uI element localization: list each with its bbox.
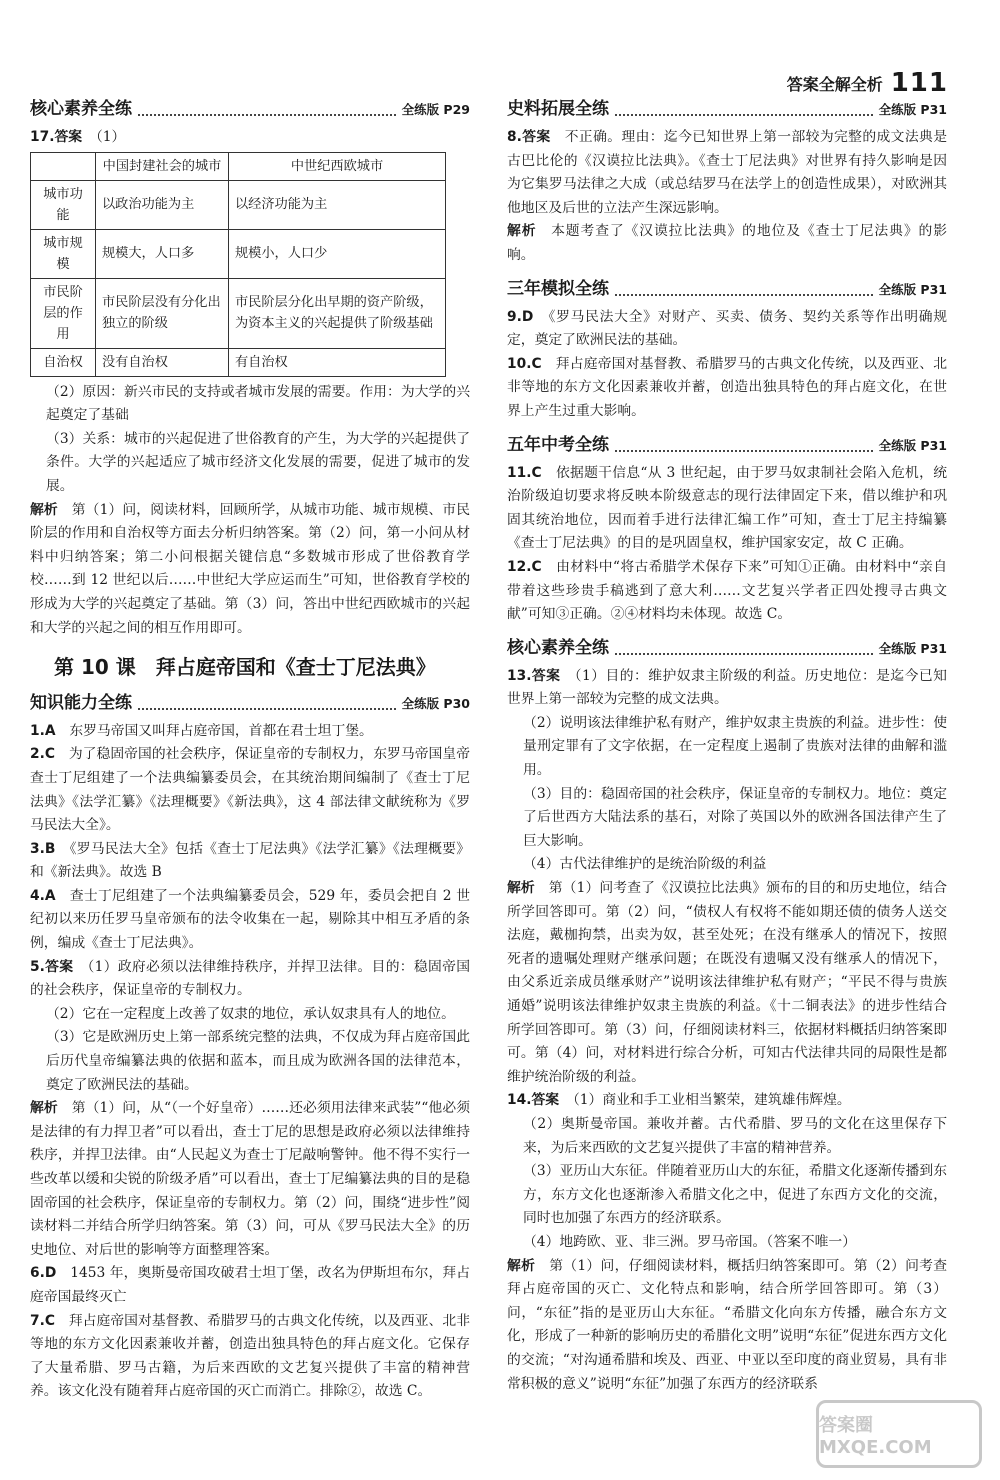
answer-item: 8.答案 不正确。理由：迄今已知世界上第一部较为完整的成文法典是古巴比伦的《汉谟拉比法典》。《查士丁尼法典》对世界有持久影响是因为它集罗马法律之大成（或总结罗马在法学上的创造性成果），对欧洲其他地区及后世的立法产生深远影响。 <box>507 129 947 216</box>
analysis: 解析 第（1）问，仔细阅读材料，概括归纳答案即可。第（2）问考查拜占庭帝国的灭亡、文化特点和影响，结合所学回答即可。第（3）问，“东征”指的是亚历山大东征。“希腊文化向东方传播，融合东方文化，形成了一种新的影响历史的希腊化文明”说明“东征”促进东西方文化的交流；“对沟通希腊和埃及、西亚、中亚以至印度的商业贸易，具有非常积极的意义”说明“东征”加强了东西方的经济联系 <box>507 1257 948 1392</box>
answer-item: 11.C 依据题干信息“从 3 世纪起，由于罗马奴隶制社会陷入危机，统治阶级迫切要求将反映本阶级意志的现行法律固定下来，借以维护和巩固其统治地位，因而着手进行法律汇编工作”可知，查士丁尼主持编纂《查士丁尼法典》的目的是巩固皇权，维护国家安定，故 C 正确。 <box>507 464 948 552</box>
answer-item: 5.答案 （1）政府必须以法律维持秩序，并捍卫法律。目的：稳固帝国的社会秩序，保证皇帝的专制权力。 <box>30 958 470 999</box>
section-header: 五年中考全练 全练版 P31 <box>507 434 947 455</box>
answer-text: （4）古代法律维护的是统治阶级的利益 <box>523 856 767 873</box>
watermark-logo: 答案圈 MXQE.COM <box>816 1400 982 1468</box>
answer-text: （3）目的：稳固帝国的社会秩序，保证皇帝的专制权力。地位：奠定了后世西方大陆法系的基石，对除了英国以外的欧洲各国法律产生了巨大影响。 <box>523 785 947 849</box>
right-column <box>507 96 947 1396</box>
answer-text: （3）它是欧洲历史上第一部系统完整的法典，不仅成为拜占庭帝国此后历代皇帝编纂法典的依据和蓝本，而且成为欧洲各国的法律范本，奠定了欧洲民法的基础。 <box>46 1029 470 1093</box>
section-header: 史料拓展全练 全练版 P31 <box>507 99 947 120</box>
answer-text: （3）亚历山大东征。伴随着亚历山大的东征，希腊文化逐渐传播到东方，东方文化也逐渐渗入希腊文化之中，促进了东西方文化的交流，同时也加强了东西方的经济联系。 <box>523 1163 947 1227</box>
answer-item: 3.B 《罗马民法大全》包括《查士丁尼法典》《法学汇纂》《法理概要》和《新法典》。故选 B <box>30 840 470 881</box>
answer-item: 1.A 东罗马帝国又叫拜占庭帝国，首都在君士坦丁堡。 <box>30 722 373 739</box>
answer-item: 12.C 由材料中“将古希腊学术保存下来”可知①正确。由材料中“亲自带着这些珍贵手稿逃到了意大利……文艺复兴学者正四处搜寻古典文献”可知③正确。②④材料均未体现。故选 C。 <box>507 558 948 623</box>
comparison-table: 中国封建社会的城市 中世纪西欧城市 城市功能 以政治功能为主 以经济功能为主 城市规模 规模大，人口多 规模小，人口少 市民阶层的作用 市民阶层没有分化出独立的阶级 市民阶层分化出早期的资产阶级，为资本主义的兴起提供了阶级基础 自治权 没有自治权 有自治权 <box>30 152 446 377</box>
answer-text: （2）原因：新兴市民的支持或者城市发展的需要。作用：为大学的兴起奠定了基础 <box>46 383 470 424</box>
answer-item: 14.答案 （1）商业和手工业相当繁荣，建筑雄伟辉煌。 <box>507 1092 851 1109</box>
analysis: 解析 第（1）问，阅读材料，回顾所学，从城市功能、城市规模、市民阶层的作用和自治权等方面去分析归纳答案。第（2）问，第一小问从材料中归纳答案；第二小问根据关键信息“多数城市形成了世俗教育学校……到 12 世纪以后……中世纪大学应运而生”可知，世俗教育学校的形成为大学的兴起奠定了基础。第（3）问，答出中世纪西欧城市的兴起和大学的兴起之间的相互作用即可。 <box>30 501 471 636</box>
analysis: 解析 本题考查了《汉谟拉比法典》的地位及《查士丁尼法典》的影响。 <box>507 223 948 263</box>
section-header: 知识能力全练 全练版 P30 <box>30 693 470 714</box>
lesson-title: 第 10 课 拜占庭帝国和《查士丁尼法典》 <box>54 655 436 680</box>
answer-item: 2.C 为了稳固帝国的社会秩序，保证皇帝的专制权力，东罗马帝国皇帝查士丁尼组建了一个法典编纂委员会，在其统治期间编制了《查士丁尼法典》《法学汇纂》《法理概要》《新法典》，这 4 部法律文献统称为《罗马民法大全》。 <box>30 746 471 834</box>
analysis: 解析 第（1）问考查了《汉谟拉比法典》颁布的目的和历史地位，结合所学回答即可。第（2）问，“债权人有权将不能如期还债的债务人送交法庭，戴枷拘禁，出卖为奴，甚至处死；在没有继承人的情况下，按照死者的遗嘱处理财产继承问题；在既没有遗嘱又没有继承人的情况下，由父系近亲成员继承财产”说明该法律维护私有财产；“平民不得与贵族通婚”说明该法律维护奴隶主贵族的利益。《十二铜表法》的进步性结合所学回答即可。第（3）问，仔细阅读材料三，依据材料概括归纳答案即可。第（4）问，对材料进行综合分析，可知古代法律共同的局限性是都维护统治阶级的利益。 <box>507 880 948 1085</box>
analysis: 解析 第（1）问，从“（一个好皇帝）……还必须用法律来武装”“他必须是法律的有力捍卫者”可以看出，查士丁尼的思想是政府必须以法律维持秩序，并捍卫法律。由“人民起义为查士丁尼敲响警钟。他不得不实行一些改革以缓和尖锐的阶级矛盾”可以看出，查士丁尼编纂法典的目的是稳固帝国的社会秩序，保证皇帝的专制权力。第（2）问，围绕“进步性”阅读材料二并结合所学归纳答案。第（3）问，可从《罗马民法大全》的历史地位、对后世的影响等方面整理答案。 <box>30 1100 471 1258</box>
section-header: 核心素养全练 全练版 P29 <box>30 99 470 120</box>
question-17: 17.答案 （1） <box>30 129 126 145</box>
answer-item: 10.C 拜占庭帝国对基督教、希腊罗马的古典文化传统，以及西亚、北非等地的东方文化因素兼收并蓄，创造出独具特色的拜占庭文化，在世界上产生过重大影响。 <box>507 355 948 419</box>
answer-text: （2）奥斯曼帝国。兼收并蓄。古代希腊、罗马的文化在这里保存下来，为后来西欧的文艺复兴提供了丰富的精神营养。 <box>523 1115 947 1156</box>
answer-text: （3）关系：城市的兴起促进了世俗教育的产生，为大学的兴起提供了条件。大学的兴起适应了城市经济文化发展的需要，促进了城市的发展。 <box>46 430 470 494</box>
answer-text: （2）它在一定程度上改善了奴隶的地位，承认奴隶具有人的地位。 <box>46 1005 455 1022</box>
section-header: 三年模拟全练 全练版 P31 <box>507 278 947 299</box>
answer-item: 9.D 《罗马民法大全》对财产、买卖、债务、契约关系等作出明确规定，奠定了欧洲民法的基础。 <box>507 308 947 349</box>
answer-item: 4.A 查士丁尼组建了一个法典编纂委员会，529 年，委员会把自 2 世纪初以来历任罗马皇帝颁布的法令收集在一起，剔除其中相互矛盾的条例，编成《查士丁尼法典》。 <box>30 887 470 952</box>
header-title: 答案全解全析 <box>786 74 883 94</box>
running-header <box>787 68 948 98</box>
answer-item: 13.答案 （1）目的：维护奴隶主阶级的利益。历史地位：是迄今已知世界上第一部较为完整的成文法典。 <box>507 667 947 708</box>
page-number: 111 <box>890 68 948 98</box>
answer-item: 7.C 拜占庭帝国对基督教、希腊罗马的古典文化传统，以及西亚、北非等地的东方文化因素兼收并蓄，创造出独具特色的拜占庭文化。它保存了大量希腊、罗马古籍，为后来西欧的文艺复兴提供了丰富的精神营养。该文化没有随着拜占庭帝国的灭亡而消亡。排除②，故选 C。 <box>30 1312 471 1400</box>
section-header: 核心素养全练 全练版 P31 <box>507 638 947 659</box>
answer-text: （4）地跨欧、亚、非三洲。罗马帝国。（答案不唯一） <box>523 1233 857 1250</box>
left-column <box>30 96 470 1404</box>
answer-item: 6.D 1453 年，奥斯曼帝国攻破君士坦丁堡，改名为伊斯坦布尔，拜占庭帝国最终灭亡 <box>30 1265 471 1305</box>
answer-text: （2）说明该法律维护私有财产，维护奴隶主贵族的利益。进步性：使量刑定罪有了文字依据，在一定程度上遏制了贵族对法律的曲解和滥用。 <box>523 714 947 779</box>
